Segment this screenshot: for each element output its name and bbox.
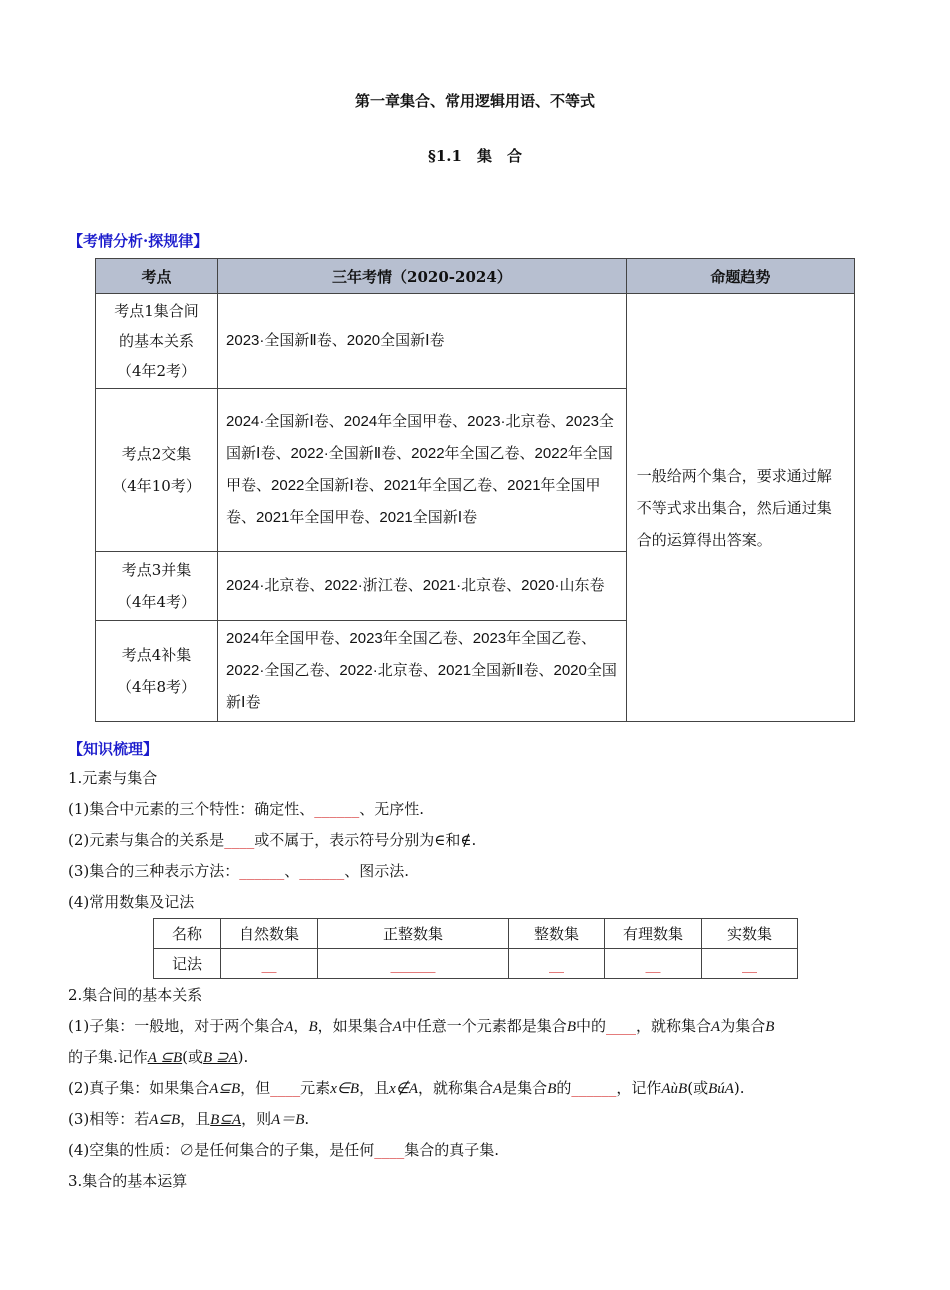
fill-blank[interactable]: ______ xyxy=(239,862,285,880)
text: (3)相等：若 xyxy=(68,1110,150,1128)
para-2-2 xyxy=(68,1077,745,1098)
math: A ⊆B xyxy=(147,1050,183,1066)
math: A xyxy=(392,1019,402,1035)
kaodian-cell xyxy=(96,389,218,552)
math: A⊆B xyxy=(149,1112,181,1128)
section-title: §1.1 集 合 xyxy=(428,147,522,165)
fill-blank[interactable]: ______ xyxy=(299,862,345,880)
text: 集合的真子集. xyxy=(404,1141,500,1159)
knowledge-heading: 【知识梳理】 xyxy=(68,740,159,758)
math: A⊆B xyxy=(209,1081,241,1097)
exam-table xyxy=(95,258,855,722)
fill-blank[interactable]: ____ xyxy=(224,831,255,849)
text: ，且 xyxy=(359,1079,390,1097)
fill-blank[interactable]: ____ xyxy=(606,1017,636,1035)
fill-blank[interactable]: __ xyxy=(702,949,798,979)
kaodian-line: （4年8考） xyxy=(116,678,197,696)
para-2-1-cont xyxy=(68,1046,248,1067)
text: 的子集.记作 xyxy=(68,1048,148,1066)
ns-header: 实数集 xyxy=(702,919,798,949)
text: 为集合 xyxy=(720,1017,766,1035)
table-row xyxy=(154,949,798,979)
text: ，就称集合 xyxy=(636,1017,712,1035)
ns-row-label: 记法 xyxy=(154,949,221,979)
text: 、图示法. xyxy=(344,862,410,880)
kaodian-line: 考点3并集 xyxy=(121,561,192,579)
text: 的 xyxy=(556,1079,572,1097)
math: BúA xyxy=(708,1081,734,1097)
text: ， xyxy=(293,1017,309,1035)
fill-blank[interactable]: ______ xyxy=(318,949,509,979)
math: A xyxy=(711,1019,721,1035)
text: (4)空集的性质：∅是任何集合的子集，是任何 xyxy=(68,1141,375,1159)
ns-header: 自然数集 xyxy=(221,919,318,949)
text: (2)真子集：如果集合 xyxy=(68,1079,210,1097)
kaoqing-cell: 2024·北京卷、2022·浙江卷、2021·北京卷、2020·山东卷 xyxy=(218,552,627,621)
text: (或 xyxy=(182,1048,204,1066)
math: A xyxy=(284,1019,294,1035)
text: ，就称集合 xyxy=(417,1079,493,1097)
para-1-2 xyxy=(68,829,476,850)
ns-header: 有理数集 xyxy=(605,919,702,949)
para-1-4: (4)常用数集及记法 xyxy=(68,893,195,911)
text: ，但 xyxy=(240,1079,271,1097)
fill-blank[interactable]: ____ xyxy=(270,1079,301,1097)
fill-blank[interactable]: ______ xyxy=(314,800,360,818)
para-1-1 xyxy=(68,798,424,819)
exam-analysis-heading: 【考情分析·探规律】 xyxy=(68,232,209,250)
section-3-title: 3.集合的基本运算 xyxy=(68,1172,188,1190)
para-1-3 xyxy=(68,860,409,881)
math: B ⊇A xyxy=(203,1050,238,1066)
kaodian-line: （4年4考） xyxy=(116,593,197,611)
math: B xyxy=(765,1019,775,1035)
fill-blank[interactable]: __ xyxy=(221,949,318,979)
ns-header: 整数集 xyxy=(509,919,605,949)
kaodian-line: （4年10考） xyxy=(112,477,201,495)
kaodian-line: 考点4补集 xyxy=(121,646,192,664)
text: (1)集合中元素的三个特性：确定性、 xyxy=(68,800,315,818)
table-row xyxy=(96,294,855,389)
ns-header: 名称 xyxy=(154,919,221,949)
math: A xyxy=(493,1081,503,1097)
text: . xyxy=(304,1110,310,1128)
kaodian-line: 的基本关系 xyxy=(119,332,195,350)
text: ，如果集合 xyxy=(317,1017,393,1035)
kaodian-cell xyxy=(96,621,218,722)
text: ). xyxy=(237,1048,249,1066)
text: 、无序性. xyxy=(359,800,425,818)
kaoqing-cell: 2024年全国甲卷、2023年全国乙卷、2023年全国乙卷、2022·全国乙卷、2022·北京卷、2021全国新Ⅱ卷、2020全国新Ⅰ卷 xyxy=(218,621,627,722)
text: 中任意一个元素都是集合 xyxy=(401,1017,567,1035)
math: B xyxy=(308,1019,318,1035)
fill-blank[interactable]: ______ xyxy=(571,1079,617,1097)
text: ，记作 xyxy=(616,1079,662,1097)
text: ). xyxy=(733,1079,745,1097)
text: 或不属于，表示符号分别为∈和∉. xyxy=(254,831,477,849)
text: (3)集合的三种表示方法： xyxy=(68,862,240,880)
trend-cell: 一般给两个集合，要求通过解不等式求出集合，然后通过集合的运算得出答案。 xyxy=(626,294,854,722)
text: 是集合 xyxy=(502,1079,548,1097)
kaodian-cell xyxy=(96,294,218,389)
header-kaoqing: 三年考情（2020-2024） xyxy=(218,259,627,294)
chapter-title: 第一章集合、常用逻辑用语、不等式 xyxy=(354,92,595,110)
math: AùB xyxy=(661,1081,688,1097)
kaodian-line: （4年2考） xyxy=(116,362,197,380)
text: ，且 xyxy=(180,1110,211,1128)
text: 中的 xyxy=(575,1017,606,1035)
text: (1)子集：一般地，对于两个集合 xyxy=(68,1017,285,1035)
text: 、 xyxy=(284,862,300,880)
fill-blank[interactable]: __ xyxy=(605,949,702,979)
fill-blank[interactable]: __ xyxy=(509,949,605,979)
kaodian-cell xyxy=(96,552,218,621)
kaodian-line: 考点1集合间 xyxy=(114,302,199,320)
math: x∈B xyxy=(330,1081,360,1097)
math: A＝B xyxy=(271,1112,305,1128)
header-trend: 命题趋势 xyxy=(626,259,854,294)
math: B xyxy=(566,1019,576,1035)
text: (2)元素与集合的关系是 xyxy=(68,831,225,849)
math: x∉A xyxy=(389,1081,418,1097)
header-kaodian: 考点 xyxy=(96,259,218,294)
number-sets-table xyxy=(153,918,798,979)
kaoqing-cell: 2023·全国新Ⅱ卷、2020全国新Ⅰ卷 xyxy=(218,294,627,389)
ns-header: 正整数集 xyxy=(318,919,509,949)
table-row xyxy=(154,919,798,949)
text: ，则 xyxy=(241,1110,272,1128)
section-1-title: 1.元素与集合 xyxy=(68,769,158,787)
section-2-title: 2.集合间的基本关系 xyxy=(68,986,203,1004)
kaodian-line: 考点2交集 xyxy=(121,445,192,463)
kaoqing-cell: 2024·全国新Ⅰ卷、2024年全国甲卷、2023·北京卷、2023全国新Ⅰ卷、2022·全国新Ⅱ卷、2022年全国乙卷、2022年全国甲卷、2022全国新Ⅰ卷、2021年全国乙卷、2021年全国甲卷、2021年全国甲卷、2021全国新Ⅰ卷 xyxy=(218,389,627,552)
text: (或 xyxy=(687,1079,709,1097)
fill-blank[interactable]: ____ xyxy=(374,1141,405,1159)
text: 元素 xyxy=(300,1079,331,1097)
math: B⊆A xyxy=(210,1112,242,1128)
para-2-3 xyxy=(68,1108,309,1129)
exam-table-header xyxy=(96,259,855,294)
para-2-4 xyxy=(68,1139,499,1160)
math: B xyxy=(547,1081,557,1097)
para-2-1 xyxy=(68,1015,774,1036)
